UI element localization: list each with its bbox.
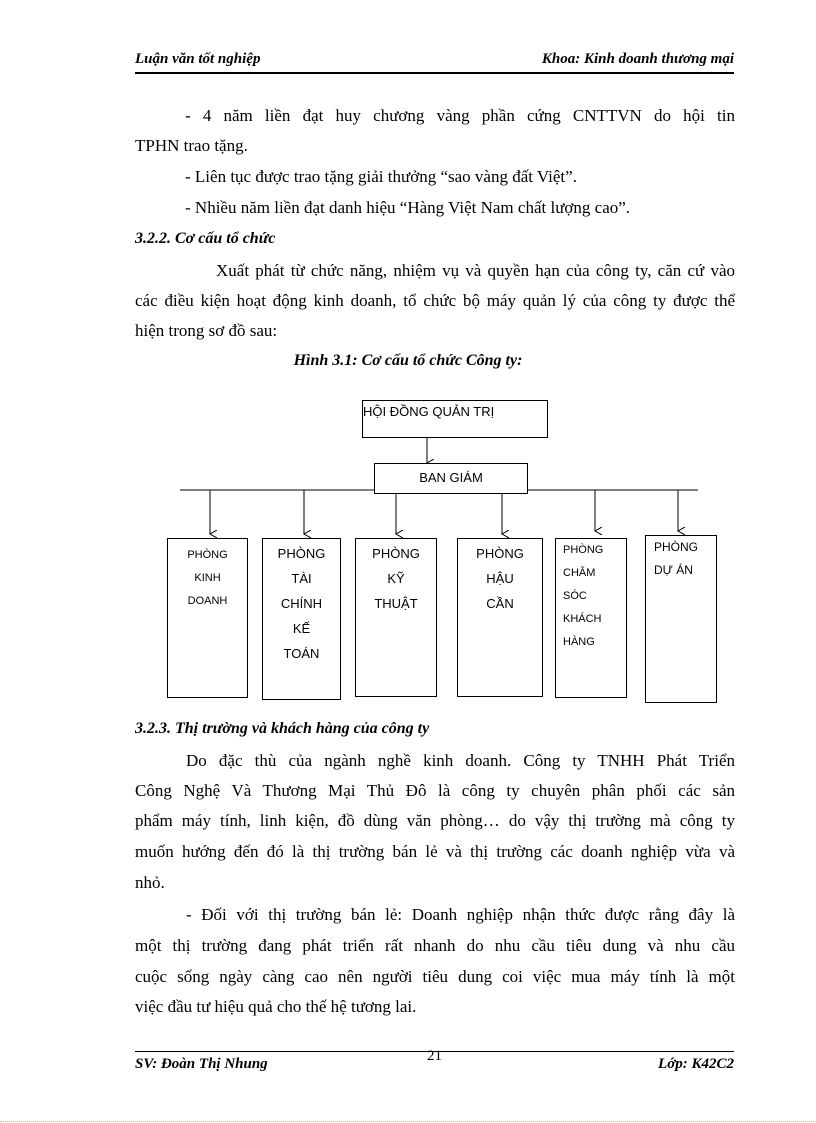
dept-care-line-3: SÓC — [563, 590, 587, 602]
paragraph-323-a-line-3: phẩm máy tính, linh kiện, đồ dùng văn phòng… do vậy thị trường mà công ty — [135, 811, 735, 830]
management-label: BAN GIÁM — [419, 470, 483, 485]
dept-box-technical — [355, 538, 437, 697]
management-box — [374, 463, 528, 494]
dept-box-sales — [167, 538, 248, 698]
paragraph-323-b-line-4: việc đầu tư hiệu quả cho thế hệ tương lai. — [135, 997, 417, 1016]
dept-logistics-line-1: PHÒNG — [476, 546, 524, 561]
bullet-2: - Liên tục được trao tặng giải thưởng “sao vàng đất Việt”. — [185, 167, 577, 186]
dept-finance-line-3: CHÍNH — [280, 596, 323, 611]
dept-sales-line-3: DOANH — [187, 595, 228, 607]
header-right: Khoa: Kinh doanh thương mại — [541, 51, 734, 67]
dept-care-line-1: PHÒNG — [563, 544, 604, 556]
dept-sales-line-2: KINH — [194, 572, 221, 584]
bullet-1-line-1: - 4 năm liền đạt huy chương vàng phần cứng CNTTVN do hội tin — [185, 106, 735, 125]
dept-finance-line-2: TÀI — [291, 571, 312, 586]
dept-finance-line-1: PHÒNG — [277, 546, 326, 561]
figure-caption: Hình 3.1: Cơ cấu tổ chức Công ty: — [293, 352, 523, 369]
paragraph-322-line-3: hiện trong sơ đồ sau: — [135, 321, 278, 340]
paragraph-323-a-line-2: Công Nghệ Và Thương Mại Thủ Đô là công ty chuyên phân phối các sản — [135, 781, 735, 800]
section-heading-323: 3.2.3. Thị trường và khách hàng của công ty — [135, 720, 430, 737]
page-bottom-divider — [0, 1121, 816, 1122]
footer-class: Lớp: K42C2 — [658, 1056, 734, 1072]
paragraph-323-a-line-5: nhỏ. — [135, 873, 165, 892]
dept-care-line-2: CHĂM — [563, 567, 596, 579]
paragraph-322-line-2: các điều kiện hoạt động kinh doanh, tổ chức bộ máy quản lý của công ty được thể — [135, 291, 735, 310]
board-label: HỘI ĐỒNG QUẢN TRỊ — [363, 404, 495, 419]
bullet-3: - Nhiều năm liền đạt danh hiệu “Hàng Việt Nam chất lượng cao”. — [185, 198, 631, 217]
footer-student: SV: Đoàn Thị Nhung — [135, 1056, 268, 1072]
dept-care-line-5: HÀNG — [563, 636, 595, 648]
paragraph-322-line-1: Xuất phát từ chức năng, nhiệm vụ và quyền hạn của công ty, căn cứ vào — [216, 261, 735, 280]
dept-box-finance — [262, 538, 341, 700]
dept-box-projects — [645, 535, 717, 703]
header-left: Luận văn tốt nghiệp — [135, 51, 261, 67]
dept-technical-line-2: KỸ — [387, 571, 405, 586]
paragraph-323-a-line-1: Do đặc thù của ngành nghề kinh doanh. Công ty TNHH Phát Triển — [186, 751, 735, 770]
dept-projects-line-1: PHÒNG — [654, 540, 699, 554]
dept-technical-line-3: THUẬT — [374, 596, 418, 611]
dept-technical-line-1: PHÒNG — [372, 546, 420, 561]
dept-logistics-line-2: HẬU — [486, 571, 514, 586]
page-footer — [135, 1048, 734, 1072]
dept-finance-line-4: KẾ — [292, 621, 311, 636]
paragraph-323-b-line-3: cuộc sống ngày càng cao nên người tiêu dung coi việc mua máy tính là một — [135, 967, 735, 986]
dept-box-customer-care — [555, 538, 627, 698]
paragraph-323-b-line-1: - Đối với thị trường bán lẻ: Doanh nghiệp nhận thức được rằng đây là — [186, 905, 735, 924]
dept-projects-line-2: DỰ ÁN — [654, 563, 693, 577]
paragraph-323-a-line-4: muốn hướng đến đó là thị trường bán lẻ và thị trường các doanh nghiệp vừa và — [135, 842, 735, 861]
board-box — [362, 400, 548, 438]
dept-sales-line-1: PHÒNG — [187, 549, 228, 561]
bullet-1-line-2: TPHN trao tặng. — [135, 136, 248, 155]
paragraph-323-b-line-2: một thị trường đang phát triển rất nhanh do nhu cầu tiêu dung và nhu cầu — [135, 936, 735, 955]
section-heading-322: 3.2.2. Cơ cấu tổ chức — [135, 230, 276, 247]
dept-finance-line-5: TOÁN — [283, 646, 320, 661]
dept-logistics-line-3: CẦN — [486, 596, 514, 611]
dept-box-logistics — [457, 538, 543, 697]
page-number: 21 — [427, 1048, 442, 1064]
dept-care-line-4: KHÁCH — [563, 613, 602, 625]
